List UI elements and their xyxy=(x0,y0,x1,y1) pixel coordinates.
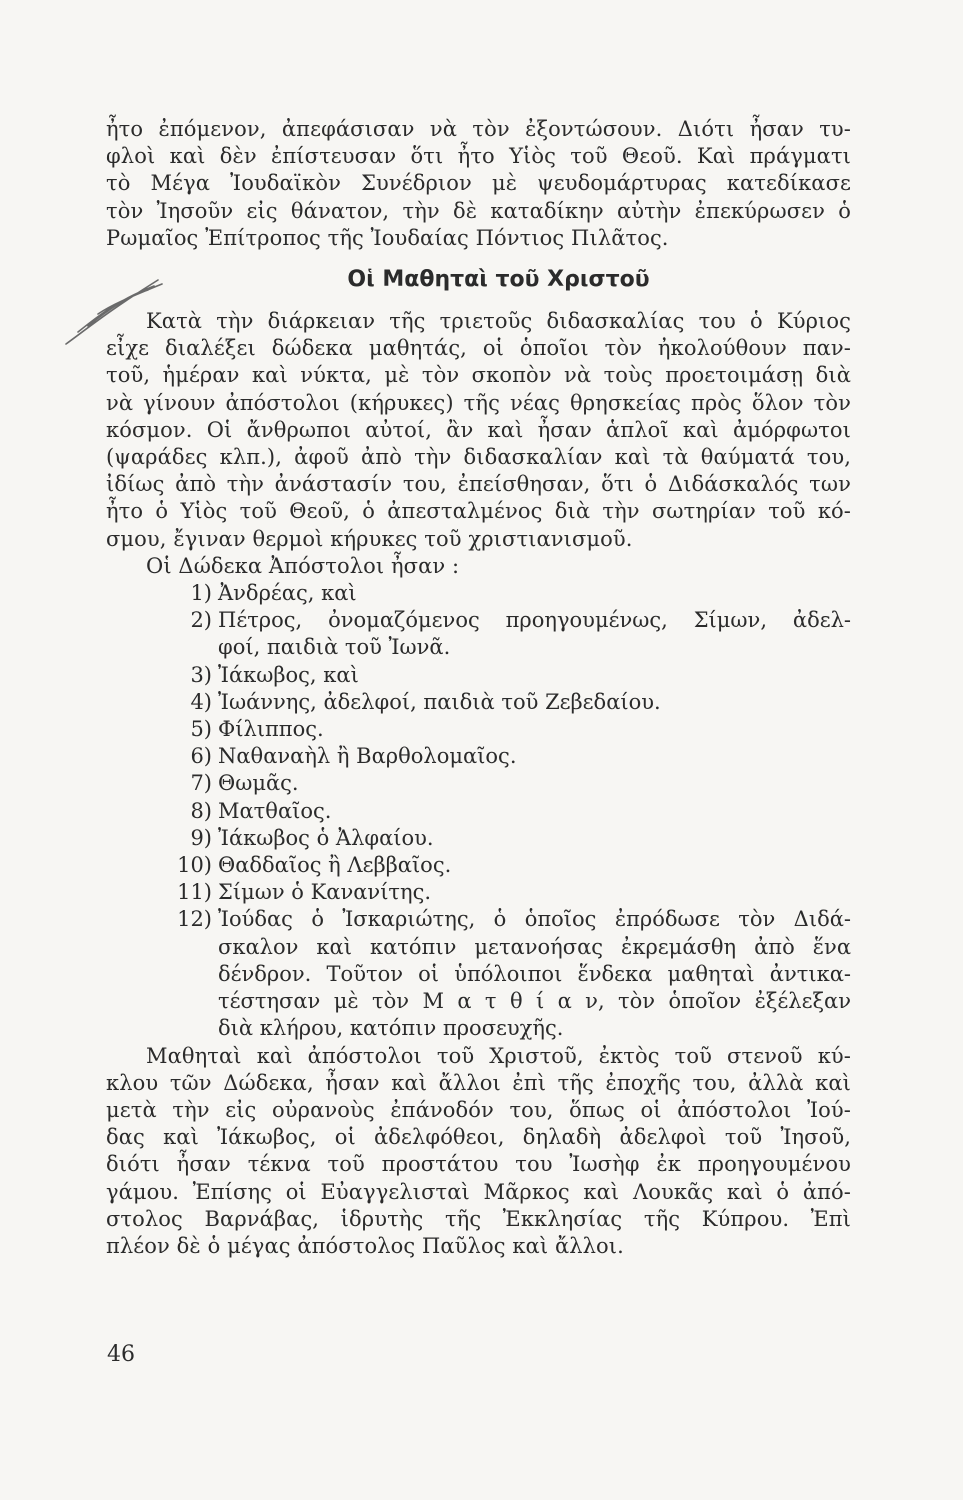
text-line: μετὰ τὴν εἰς οὐρανοὺς ἐπάνοδόν του, ὅπως οἱ ἀπόστολοι Ἰού- xyxy=(106,1097,851,1122)
item-number: 2) xyxy=(190,608,212,633)
item-number xyxy=(106,1015,218,1042)
text-line: κλου τῶν Δώδεκα, ἦσαν καὶ ἄλλοι ἐπὶ τῆς ἐποχῆς του, ἀλλὰ καὶ xyxy=(106,1070,851,1095)
item-number xyxy=(106,961,218,988)
list-item xyxy=(106,934,851,961)
item-number: 1) xyxy=(190,581,212,606)
list-item xyxy=(106,852,851,879)
list-item xyxy=(106,1015,851,1042)
other-apostles-paragraph xyxy=(106,1043,851,1261)
item-number: 12) xyxy=(177,907,212,932)
list-item xyxy=(106,743,851,770)
item-number: 9) xyxy=(190,825,212,850)
text-line: (ψαράδες κλπ.), ἀφοῦ ἀπὸ τὴν διδασκαλίαν καὶ τὰ θαύματά του, xyxy=(106,445,851,470)
text-line: ἦτο ὁ Υἱὸς τοῦ Θεοῦ, ὁ ἀπεσταλμένος διὰ τὴν σωτηρίαν τοῦ κό- xyxy=(106,499,851,524)
item-text: Ἰούδας ὁ Ἰσκαριώτης, ὁ ὁποῖος ἐπρόδωσε τὸν Διδά- xyxy=(218,907,851,932)
text-line: εἶχε διαλέξει δώδεκα μαθητάς, οἱ ὁποῖοι τὸν ἠκολούθουν παν- xyxy=(106,336,851,361)
item-text: φοί, παιδιὰ τοῦ Ἰωνᾶ. xyxy=(218,635,451,660)
list-item xyxy=(106,961,851,988)
item-text: Θωμᾶς. xyxy=(218,771,299,796)
text-line: τοῦ, ἡμέραν καὶ νύκτα, μὲ τὸν σκοπὸν νὰ τοὺς προετοιμάσῃ διὰ xyxy=(106,363,851,388)
list-item xyxy=(106,798,851,825)
item-number xyxy=(106,934,218,961)
page-number: 46 xyxy=(107,1342,135,1367)
list-item xyxy=(106,662,851,689)
list-intro: Οἱ Δώδεκα Ἀπόστολοι ἦσαν : xyxy=(146,553,460,578)
item-number: 4) xyxy=(190,689,212,714)
text-line: τὸ Μέγα Ἰουδαϊκὸν Συνέδριον μὲ ψευδομάρτυρας κατεδίκασε xyxy=(106,171,851,196)
item-text: Φίλιππος. xyxy=(218,717,324,742)
disciples-paragraph xyxy=(106,308,851,553)
item-text: Ναθαναὴλ ἢ Βαρθολομαῖος. xyxy=(218,744,517,769)
item-number: 3) xyxy=(190,662,212,687)
list-item xyxy=(106,879,851,906)
item-text: Ματθαῖος. xyxy=(218,798,332,823)
item-text: Ἰάκωβος ὁ Ἀλφαίου. xyxy=(218,825,434,850)
list-item xyxy=(106,716,851,743)
list-item xyxy=(106,988,851,1015)
text-line: νὰ γίνουν ἀπόστολοι (κήρυκες) τῆς νέας θρησκείας πρὸς ὅλον τὸν xyxy=(106,390,851,415)
item-number xyxy=(106,634,218,661)
list-item xyxy=(106,770,851,797)
text-line: ἦτο ἐπόμενον, ἀπεφάσισαν νὰ τὸν ἐξοντώσουν. Διότι ἦσαν τυ- xyxy=(106,117,851,141)
text-line: Μαθηταὶ καὶ ἀπόστολοι τοῦ Χριστοῦ, ἐκτὸς τοῦ στενοῦ κύ- xyxy=(146,1043,851,1068)
text-line: Ρωμαῖος Ἐπίτροπος τῆς Ἰουδαίας Πόντιος Πιλᾶτος. xyxy=(106,225,669,250)
list-item xyxy=(106,689,851,716)
text-line: ἰδίως ἀπὸ τὴν ἀνάστασίν του, ἐπείσθησαν, ὅτι ὁ Διδάσκαλός των xyxy=(106,472,851,497)
text-line: Κατὰ τὴν διάρκειαν τῆς τριετοῦς διδασκαλίας του ὁ Κύριος xyxy=(146,309,851,334)
text-line: διότι ἦσαν τέκνα τοῦ προστάτου του Ἰωσὴφ ἐκ προηγουμένου xyxy=(106,1152,851,1177)
item-text: Πέτρος, ὀνομαζόμενος προηγουμένως, Σίμων, ἀδελ- xyxy=(218,608,851,633)
list-item xyxy=(106,580,851,607)
item-text: Ἰωάννης, ἀδελφοί, παιδιὰ τοῦ Ζεβεδαίου. xyxy=(218,689,661,714)
text-line: στολος Βαρνάβας, ἱδρυτὴς τῆς Ἐκκλησίας τῆς Κύπρου. Ἐπὶ xyxy=(106,1206,851,1231)
list-item xyxy=(106,825,851,852)
text-line: δας καὶ Ἰάκωβος, οἱ ἀδελφόθεοι, δηλαδὴ ἀδελφοὶ τοῦ Ἰησοῦ, xyxy=(106,1125,851,1150)
item-number: 11) xyxy=(177,880,212,905)
text-line: πλέον δὲ ὁ μέγας ἀπόστολος Παῦλος καὶ ἄλλοι. xyxy=(106,1233,624,1258)
text-line: σμου, ἔγιναν θερμοὶ κήρυκες τοῦ χριστιανισμοῦ. xyxy=(106,526,633,551)
item-text: Ἰάκωβος, καὶ xyxy=(218,662,359,687)
list-item xyxy=(106,634,851,661)
document-page xyxy=(106,116,851,1260)
list-item xyxy=(106,906,851,933)
item-text: τέστησαν μὲ τὸν Μ α τ θ ί α ν, τὸν ὁποῖον ἐξέλεξαν xyxy=(218,989,851,1014)
item-number xyxy=(106,988,218,1015)
item-text: δένδρον. Τοῦτον οἱ ὑπόλοιποι ἕνδεκα μαθηταὶ ἀντικα- xyxy=(218,961,851,986)
item-number: 10) xyxy=(177,853,212,878)
text-line: γάμου. Ἐπίσης οἱ Εὐαγγελισταὶ Μᾶρκος καὶ Λουκᾶς καὶ ὁ ἀπό- xyxy=(106,1179,851,1204)
item-number: 7) xyxy=(190,771,212,796)
section-heading: Οἱ Μαθηταὶ τοῦ Χριστοῦ xyxy=(347,267,650,293)
intro-paragraph xyxy=(106,116,851,252)
text-line: κόσμον. Οἱ ἄνθρωποι αὐτοί, ἂν καὶ ἦσαν ἁπλοῖ καὶ ἀμόρφωτοι xyxy=(106,417,851,442)
item-text: σκαλον καὶ κατόπιν μετανοήσας ἐκρεμάσθη ἀπὸ ἕνα xyxy=(218,934,851,959)
item-text: Ἀνδρέας, καὶ xyxy=(218,581,357,606)
item-number: 8) xyxy=(190,798,212,823)
item-number: 5) xyxy=(190,717,212,742)
item-text: Θαδδαῖος ἢ Λεββαῖος. xyxy=(218,853,452,878)
text-line: φλοὶ καὶ δὲν ἐπίστευσαν ὅτι ἦτο Υἱὸς τοῦ Θεοῦ. Καὶ πράγματι xyxy=(106,144,851,169)
item-text: διὰ κλήρου, κατόπιν προσευχῆς. xyxy=(218,1016,564,1041)
list-item xyxy=(106,607,851,634)
apostles-list xyxy=(106,580,851,1042)
item-number: 6) xyxy=(190,744,212,769)
item-text: Σίμων ὁ Κανανίτης. xyxy=(218,880,432,905)
text-line: τὸν Ἰησοῦν εἰς θάνατον, τὴν δὲ καταδίκην αὐτὴν ἐπεκύρωσεν ὁ xyxy=(106,198,851,223)
